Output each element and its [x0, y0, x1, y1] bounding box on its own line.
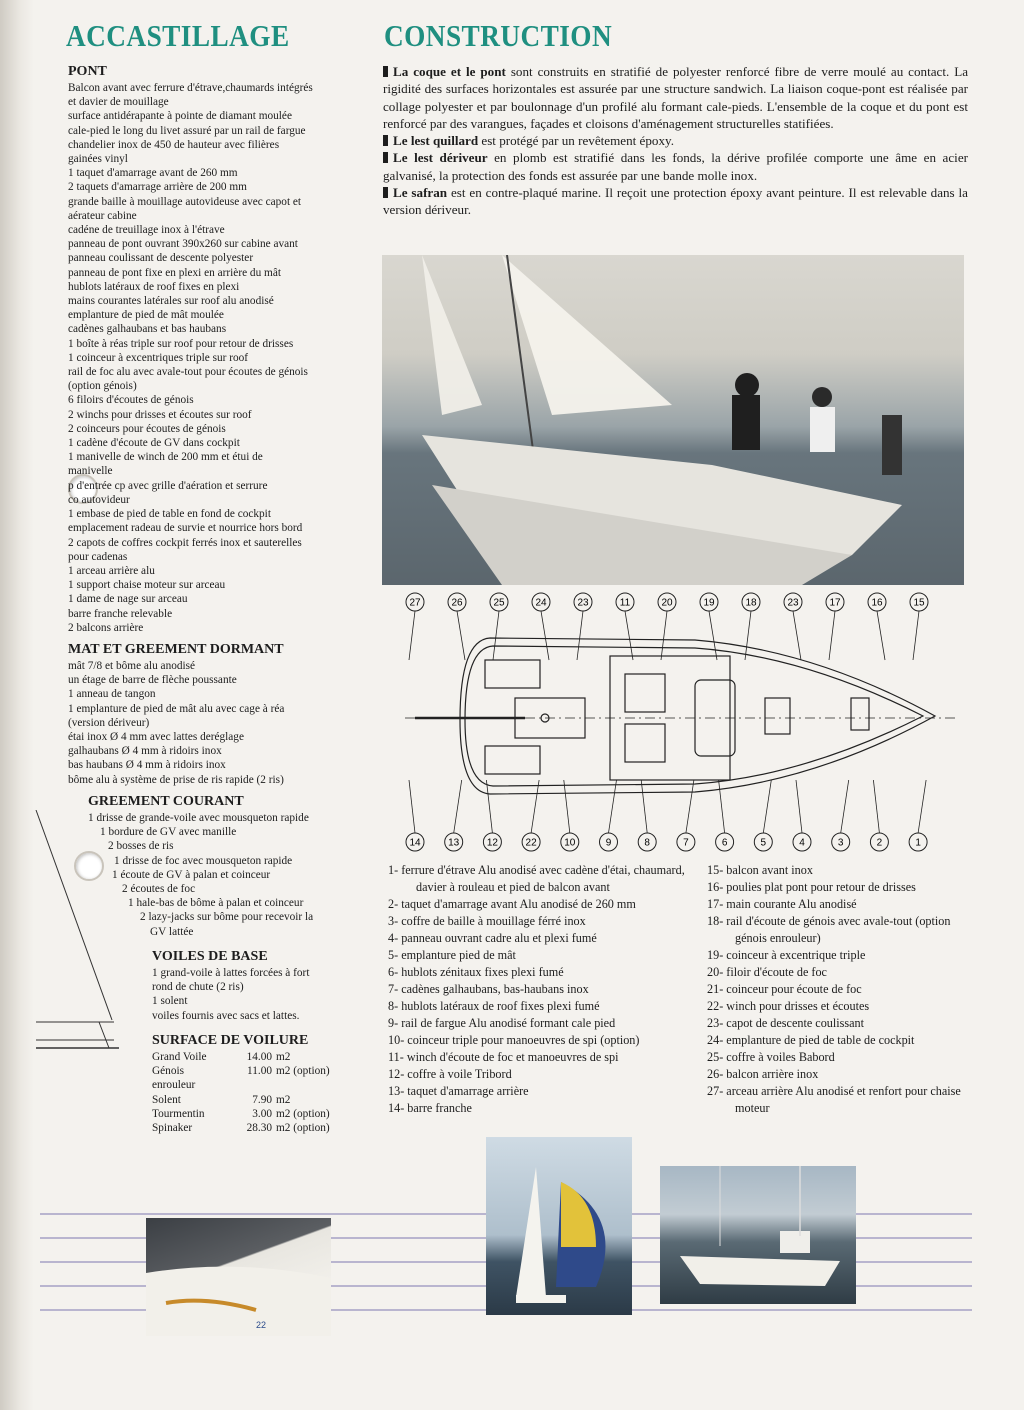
- callout-number: 3: [837, 837, 844, 849]
- title-accastillage: ACCASTILLAGE: [66, 18, 290, 53]
- greement-courant-item: 2 lazy-jacks sur bôme pour recevoir la: [140, 911, 314, 924]
- pont-item: 1 taquet d'amarrage avant de 260 mm: [68, 167, 238, 180]
- pont-item: (option génois): [68, 380, 137, 393]
- pont-item: grande baille à mouillage autovideuse avec capot et: [68, 195, 302, 208]
- callout-number: 6: [721, 837, 728, 849]
- legend-item: 4- panneau ouvrant cadre alu et plexi fumé: [388, 931, 597, 945]
- construction-p1-text: sont construits en stratifié de polyester renforcé fibre de verre moulé au contact. La rigidité des surfaces horizontales est assurée par une structure sandwich. La liaison coque-pont est réalisée par collage polyester et par boulonnage d'un profilé alu formant cale-pieds. L'ensemble de la coque et du pont est renforcé par des varangues, façades et cloisons d'aménagement structurelles statifiées.: [383, 64, 969, 131]
- legend-item: 9- rail de fargue Alu anodisé formant cale pied: [388, 1016, 616, 1030]
- surface-table: [152, 1050, 362, 1135]
- construction-p4-bold: Le safran: [393, 185, 448, 201]
- legend-item: 22- winch pour drisses et écoutes: [707, 999, 870, 1013]
- pont-item: barre franche relevable: [68, 607, 173, 620]
- voiles-item: rond de chute (2 ris): [152, 981, 244, 994]
- pont-item: 2 winchs pour drisses et écoutes sur roof: [68, 408, 252, 421]
- pont-item: surface antidérapante à pointe de diamant moulée: [68, 110, 292, 123]
- legend-item: 27- arceau arrière Alu anodisé et renfort pour chaise moteur: [707, 1084, 961, 1115]
- legend-item: 14- barre franche: [388, 1101, 472, 1115]
- mat-item: bôme alu à système de prise de ris rapide (2 ris): [68, 773, 284, 786]
- pont-item: 1 boîte à réas triple sur roof pour retour de drisses: [68, 337, 294, 350]
- callout-number: 20: [661, 597, 673, 609]
- pont-item: 6 filoirs d'écoutes de génois: [68, 394, 194, 407]
- legend-item: 19- coinceur à excentrique triple: [707, 948, 866, 962]
- construction-text: [383, 63, 968, 219]
- pont-item: panneau de pont fixe en plexi en arrière du mât: [68, 266, 281, 279]
- surface-unit: m2 (option): [276, 1107, 330, 1120]
- pont-list: [68, 81, 358, 635]
- sailing-photo-illustration: [382, 255, 964, 585]
- pont-item: aérateur cabine: [68, 209, 137, 222]
- bow-photo-illustration: [146, 1218, 331, 1336]
- callout-number: 15: [913, 597, 925, 609]
- surface-name: Tourmentin: [152, 1107, 205, 1120]
- mat-item: étai inox Ø 4 mm avec lattes deréglage: [68, 730, 244, 743]
- callout-number: 16: [871, 597, 883, 609]
- construction-p2-bold: Le lest quillard: [393, 133, 479, 149]
- legend-item: 23- capot de descente coulissant: [707, 1016, 865, 1030]
- pont-item: 2 capots de coffres cockpit ferrés inox et sauterelles: [68, 536, 302, 549]
- pont-item: cale-pied le long du livet assuré par un rail de fargue: [68, 124, 306, 137]
- callout-number: 22: [525, 837, 537, 849]
- legend-item: 17- main courante Alu anodisé: [707, 897, 857, 911]
- pont-item: pour cadenas: [68, 550, 128, 563]
- callout-number: 10: [564, 837, 576, 849]
- pont-item: 1 support chaise moteur sur arceau: [68, 579, 226, 592]
- greement-courant-item: 2 bosses de ris: [108, 840, 174, 853]
- surface-name: Génois enrouleur: [152, 1065, 196, 1092]
- callout-number: 18: [745, 597, 757, 609]
- surface-value: 28.30: [246, 1122, 272, 1135]
- pont-item: panneau de pont ouvrant 390x260 sur cabine avant: [68, 238, 298, 251]
- legend-item: 11- winch d'écoute de foc et manoeuvres de spi: [388, 1050, 619, 1064]
- greement-courant-item: 1 drisse de foc avec mousqueton rapide: [114, 854, 293, 867]
- pont-item: rail de foc alu avec avale-tout pour écoutes de génois: [68, 366, 308, 379]
- callout-number: 27: [409, 597, 421, 609]
- surface-row: [152, 1121, 362, 1135]
- pont-item: 1 cadène d'écoute de GV dans cockpit: [68, 437, 240, 450]
- legend-item: 7- cadènes galhaubans, bas-haubans inox: [388, 982, 589, 996]
- legend-item: 25- coffre à voiles Babord: [707, 1050, 835, 1064]
- legend-item: 16- poulies plat pont pour retour de drisses: [707, 880, 916, 894]
- voiles-item: 1 grand-voile à lattes forcées à fort: [152, 967, 310, 979]
- greement-courant-heading: GREEMENT COURANT: [88, 794, 244, 809]
- pont-item: 1 arceau arrière alu: [68, 564, 155, 577]
- callout-number: 23: [577, 597, 589, 609]
- surface-name: Spinaker: [152, 1122, 193, 1135]
- voiles-section: [152, 948, 362, 1023]
- legend-item: 1- ferrure d'étrave Alu anodisé avec cadène d'étai, chaumard, davier à rouleau et pied de balcon avant: [388, 863, 685, 894]
- pont-item: cadènes galhaubans et bas haubans: [68, 323, 227, 336]
- construction-p3-bold: Le lest dériveur: [393, 150, 488, 166]
- surface-row: [152, 1050, 362, 1064]
- surface-row: [152, 1093, 362, 1107]
- legend-item: 21- coinceur pour écoute de foc: [707, 982, 862, 996]
- mat-item: un étage de barre de flèche poussante: [68, 674, 237, 687]
- title-construction: CONSTRUCTION: [384, 18, 613, 53]
- mat-item: (version dériveur): [68, 716, 150, 729]
- construction-p2-text: est protégé par un revêtement époxy.: [478, 133, 674, 149]
- mat-item: 1 emplanture de pied de mât alu avec cage à réa: [68, 702, 285, 715]
- deck-plan-diagram: [395, 590, 955, 860]
- surface-row: [152, 1064, 362, 1092]
- spinnaker-illustration: [486, 1137, 632, 1315]
- callout-number: 19: [703, 597, 715, 609]
- legend-item: 20- filoir d'écoute de foc: [707, 965, 827, 979]
- voiles-item: 1 solent: [152, 995, 188, 1008]
- pont-heading: PONT: [68, 64, 107, 79]
- surface-name: Grand Voile: [152, 1051, 207, 1063]
- legend-item: 5- emplanture pied de mât: [388, 948, 516, 962]
- callout-number: 12: [486, 837, 498, 849]
- spinnaker-photo: [486, 1137, 632, 1315]
- mat-list: [68, 659, 358, 787]
- pont-item: hublots latéraux de roof fixes en plexi: [68, 280, 240, 293]
- pont-item: 2 coinceurs pour écoutes de génois: [68, 422, 226, 435]
- legend-item: 12- coffre à voile Tribord: [388, 1067, 512, 1081]
- pont-item: 1 dame de nage sur arceau: [68, 593, 188, 606]
- marina-photo: [660, 1166, 856, 1304]
- callout-number: 5: [760, 837, 767, 849]
- surface-heading: SURFACE DE VOILURE: [152, 1033, 309, 1048]
- pont-item: et davier de mouillage: [68, 96, 169, 109]
- bow-number: 22: [256, 1320, 267, 1330]
- mat-item: 1 anneau de tangon: [68, 688, 156, 701]
- mat-heading: MAT ET GREEMENT DORMANT: [68, 641, 284, 657]
- surface-value: 14.00: [246, 1051, 272, 1063]
- mat-item: mât 7/8 et bôme alu anodisé: [68, 659, 196, 672]
- pont-item: 1 embase de pied de table en fond de cockpit: [68, 508, 271, 521]
- callout-number: 1: [915, 837, 921, 849]
- voiles-heading: VOILES DE BASE: [152, 949, 268, 964]
- voiles-item: voiles fournis avec sacs et lattes.: [152, 1009, 300, 1022]
- surface-unit: m2: [276, 1093, 291, 1106]
- callout-number: 14: [409, 837, 421, 849]
- pont-item: 1 coinceur à excentriques triple sur roof: [68, 351, 249, 364]
- callout-number: 8: [644, 837, 650, 849]
- callout-number: 13: [448, 837, 460, 849]
- surface-row: [152, 1107, 362, 1121]
- greement-courant-item: 1 bordure de GV avec manille: [100, 826, 237, 839]
- callout-number: 7: [683, 837, 689, 849]
- mat-item: galhaubans Ø 4 mm à ridoirs inox: [68, 745, 222, 758]
- surface-name: Solent: [152, 1093, 181, 1106]
- pont-item: gainées vinyl: [68, 153, 128, 166]
- accastillage-column: [68, 63, 358, 787]
- legend-item: 8- hublots latéraux de roof fixes plexi fumé: [388, 999, 600, 1013]
- surface-unit: m2 (option): [276, 1122, 330, 1135]
- callout-number: 25: [493, 597, 505, 609]
- legend-item: 15- balcon avant inox: [707, 863, 813, 877]
- construction-p4-text: est en contre-plaqué marine. Il reçoit une protection époxy avant peinture. Il est relevable dans la version dériveur.: [383, 185, 968, 218]
- pont-item: chandelier inox de 450 de hauteur avec filières: [68, 138, 280, 151]
- marina-illustration: [660, 1166, 856, 1304]
- greement-courant-item: 1 écoute de GV à palan et coinceur: [112, 868, 271, 881]
- callout-number: 17: [829, 597, 841, 609]
- surface-unit: m2 (option): [276, 1065, 330, 1078]
- surface-unit: m2: [276, 1051, 291, 1063]
- greement-courant-section: [88, 793, 358, 939]
- pont-item: Balcon avant avec ferrure d'étrave,chaumards intégrés: [68, 82, 313, 94]
- callout-number: 26: [451, 597, 463, 609]
- pont-item: p d'entrée cp avec grille d'aération et serrure: [68, 479, 268, 492]
- pont-item: manivelle: [68, 465, 113, 478]
- legend-item: 18- rail d'écoute de génois avec avale-tout (option génois enrouleur): [707, 914, 951, 945]
- construction-p3-text: en plomb est stratifié dans les fonds, la dérive profilée comporte une âme en acier galvanisé, la protection des fonds est assurée par une bande molle inox.: [383, 150, 968, 183]
- pont-item: emplacement radeau de survie et nourrice hors bord: [68, 522, 303, 535]
- legend-item: 6- hublots zénitaux fixes plexi fumé: [388, 965, 564, 979]
- legend-item: 26- balcon arrière inox: [707, 1067, 819, 1081]
- voiles-list: [152, 966, 362, 1023]
- page-edge: [0, 0, 34, 1410]
- legend-item: 10- coinceur triple pour manoeuvres de spi (option): [388, 1033, 640, 1047]
- surface-value: 3.00: [252, 1107, 272, 1120]
- callout-number: 4: [799, 837, 805, 849]
- legend-left: [388, 862, 688, 1117]
- legend-item: 13- taquet d'amarrage arrière: [388, 1084, 529, 1098]
- pont-item: mains courantes latérales sur roof alu anodisé: [68, 295, 274, 308]
- pont-item: 1 manivelle de winch de 200 mm et étui de: [68, 451, 263, 464]
- surface-section: [152, 1032, 362, 1135]
- surface-value: 11.00: [247, 1065, 272, 1078]
- pont-item: 2 balcons arrière: [68, 621, 144, 634]
- sailing-photo: [382, 255, 964, 585]
- greement-courant-item: 2 écoutes de foc: [122, 883, 196, 896]
- legend-item: 24- emplanture de pied de table de cockpit: [707, 1033, 915, 1047]
- pont-item: cadéne de treuillage inox à l'étrave: [68, 224, 225, 237]
- greement-courant-item: 1 drisse de grande-voile avec mousqueton rapide: [88, 812, 309, 824]
- callout-number: 24: [535, 597, 547, 609]
- greement-courant-list: [88, 811, 358, 939]
- callout-number: 11: [619, 597, 631, 609]
- mast-sketch: [34, 810, 124, 1080]
- pont-item: emplanture de pied de mât moulée: [68, 309, 224, 322]
- pont-item: panneau coulissant de descente polyester: [68, 252, 254, 265]
- callout-number: 23: [787, 597, 799, 609]
- legend-right: [707, 862, 972, 1117]
- pont-item: 2 taquets d'amarrage arrière de 200 mm: [68, 181, 247, 194]
- pont-item: co autovideur: [68, 493, 130, 506]
- legend-item: 2- taquet d'amarrage avant Alu anodisé de 260 mm: [388, 897, 636, 911]
- surface-value: 7.90: [252, 1093, 272, 1106]
- construction-p1-bold: La coque et le pont: [393, 64, 506, 79]
- greement-courant-item: 1 hale-bas de bôme à palan et coinceur: [128, 897, 304, 910]
- bow-photo: [146, 1218, 331, 1336]
- callout-number: 9: [605, 837, 612, 849]
- mat-item: bas haubans Ø 4 mm à ridoirs inox: [68, 759, 226, 772]
- legend-item: 3- coffre de baille à mouillage férré inox: [388, 914, 586, 928]
- greement-courant-item: GV lattée: [150, 925, 194, 938]
- callout-number: 2: [876, 837, 883, 849]
